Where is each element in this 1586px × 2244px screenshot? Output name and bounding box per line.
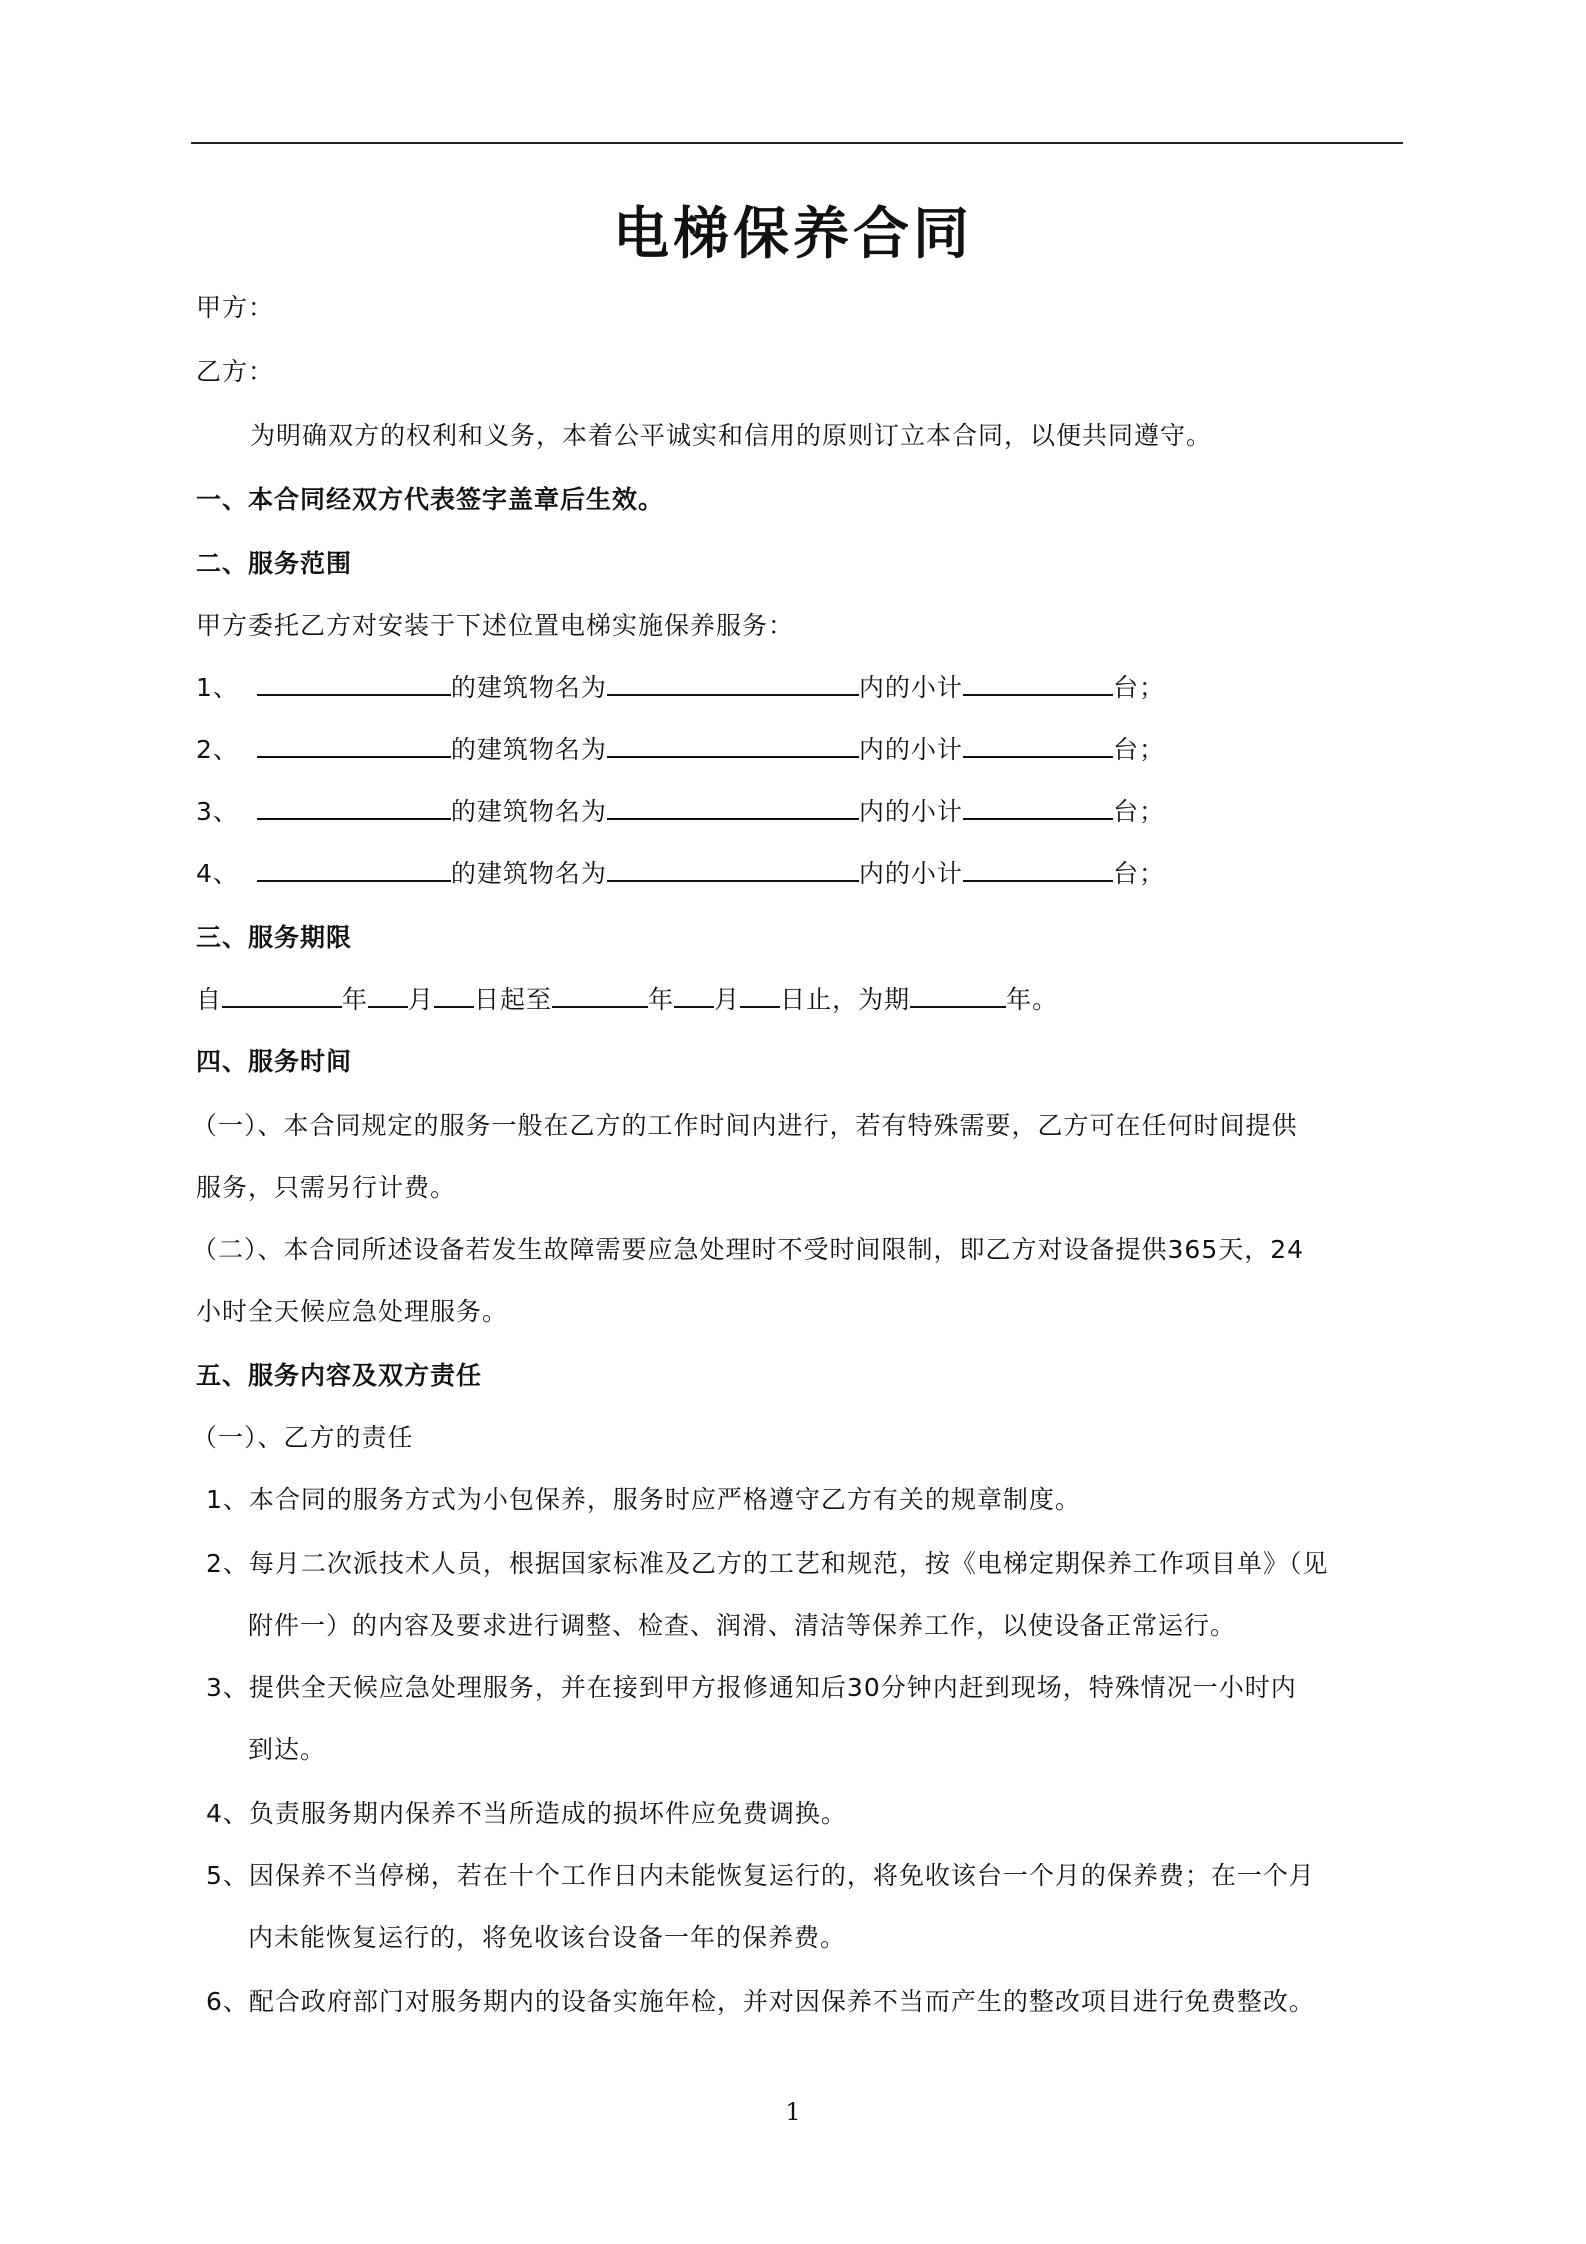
scope-row-unit: 台； <box>1112 797 1165 826</box>
party-b-label: 乙方： <box>196 357 275 386</box>
scope-row-mid: 的建筑物名为 <box>450 797 607 826</box>
scope-row <box>196 670 1165 706</box>
start-year-blank[interactable] <box>222 982 342 1008</box>
scope-row-unit: 台； <box>1112 859 1165 888</box>
list-item-cont: 附件一）的内容及要求进行调整、检查、润滑、清洁等保养工作，以使设备正常运行。 <box>248 1611 1237 1640</box>
scope-row <box>196 794 1165 830</box>
start-day-blank[interactable] <box>434 982 474 1008</box>
section-4-paragraph-2-cont: 小时全天候应急处理服务。 <box>196 1297 509 1326</box>
term-start-to-label: 日起至 <box>474 985 553 1014</box>
scope-row-number: 3、 <box>196 797 239 826</box>
building-name-blank[interactable] <box>607 670 859 696</box>
section-5-sub-heading: （一）、乙方的责任 <box>192 1423 414 1452</box>
scope-row-count-label: 内的小计 <box>858 797 963 826</box>
scope-row-unit: 台； <box>1112 673 1165 702</box>
list-item: 3、提供全天候应急处理服务，并在接到甲方报修通知后30分钟内赶到现场，特殊情况一小时内 <box>206 1673 1297 1702</box>
list-item: 5、因保养不当停梯，若在十个工作日内未能恢复运行的，将免收该台一个月的保养费；在一个月 <box>206 1861 1315 1890</box>
scope-row-number: 4、 <box>196 859 239 888</box>
term-end-month-label: 月 <box>714 985 741 1014</box>
section-2-heading: 二、服务范围 <box>196 549 353 578</box>
end-day-blank[interactable] <box>740 982 780 1008</box>
location-blank[interactable] <box>257 732 451 758</box>
section-4-heading: 四、服务时间 <box>196 1047 353 1076</box>
term-from-label: 自 <box>196 985 223 1014</box>
intro-paragraph: 为明确双方的权利和义务，本着公平诚实和信用的原则订立本合同，以便共同遵守。 <box>250 421 1213 450</box>
count-blank[interactable] <box>963 670 1113 696</box>
term-end-day-label: 日止，为期 <box>780 985 911 1014</box>
list-item-cont: 内未能恢复运行的，将免收该台设备一年的保养费。 <box>248 1923 847 1952</box>
scope-row-mid: 的建筑物名为 <box>450 735 607 764</box>
end-year-blank[interactable] <box>552 982 648 1008</box>
count-blank[interactable] <box>963 794 1113 820</box>
count-blank[interactable] <box>963 732 1113 758</box>
section-3-heading: 三、服务期限 <box>196 923 353 952</box>
location-blank[interactable] <box>257 670 451 696</box>
building-name-blank[interactable] <box>607 794 859 820</box>
building-name-blank[interactable] <box>607 732 859 758</box>
start-month-blank[interactable] <box>368 982 408 1008</box>
scope-row-number: 1、 <box>196 673 239 702</box>
list-item: 2、每月二次派技术人员，根据国家标准及乙方的工艺和规范，按《电梯定期保养工作项目单》（见 <box>206 1549 1329 1578</box>
scope-row-count-label: 内的小计 <box>858 859 963 888</box>
section-2-description: 甲方委托乙方对安装于下述位置电梯实施保养服务： <box>196 611 795 640</box>
scope-row-mid: 的建筑物名为 <box>450 673 607 702</box>
list-item: 1、本合同的服务方式为小包保养，服务时应严格遵守乙方有关的规章制度。 <box>206 1485 1081 1514</box>
duration-years-blank[interactable] <box>910 982 1006 1008</box>
list-item-cont: 到达。 <box>248 1735 327 1764</box>
scope-row <box>196 732 1165 768</box>
term-month-label: 月 <box>408 985 435 1014</box>
term-year-label: 年 <box>342 985 369 1014</box>
location-blank[interactable] <box>257 794 451 820</box>
scope-row-number: 2、 <box>196 735 239 764</box>
header-rule <box>191 142 1403 144</box>
section-1: 一、本合同经双方代表签字盖章后生效。 <box>196 485 665 514</box>
term-end-year-label: 年 <box>648 985 675 1014</box>
term-years-label: 年。 <box>1006 985 1059 1014</box>
party-a-label: 甲方： <box>196 293 275 322</box>
scope-row-unit: 台； <box>1112 735 1165 764</box>
document-title: 电梯保养合同 <box>613 201 973 267</box>
scope-row-mid: 的建筑物名为 <box>450 859 607 888</box>
scope-row <box>196 856 1165 892</box>
location-blank[interactable] <box>257 856 451 882</box>
service-term-line <box>196 982 1058 1018</box>
scope-row-count-label: 内的小计 <box>858 735 963 764</box>
section-4-paragraph-1: （一）、本合同规定的服务一般在乙方的工作时间内进行，若有特殊需要，乙方可在任何时间提供 <box>192 1111 1298 1140</box>
section-5-heading: 五、服务内容及双方责任 <box>196 1361 483 1390</box>
list-item: 6、配合政府部门对服务期内的设备实施年检，并对因保养不当而产生的整改项目进行免费整改。 <box>206 1987 1315 2016</box>
section-4-paragraph-1-cont: 服务，只需另行计费。 <box>196 1173 457 1202</box>
section-4-paragraph-2: （二）、本合同所述设备若发生故障需要应急处理时不受时间限制，即乙方对设备提供365天，24 <box>192 1235 1305 1264</box>
building-name-blank[interactable] <box>607 856 859 882</box>
end-month-blank[interactable] <box>674 982 714 1008</box>
scope-row-count-label: 内的小计 <box>858 673 963 702</box>
list-item: 4、负责服务期内保养不当所造成的损坏件应免费调换。 <box>206 1799 847 1828</box>
count-blank[interactable] <box>963 856 1113 882</box>
page-number: 1 <box>785 2098 801 2126</box>
